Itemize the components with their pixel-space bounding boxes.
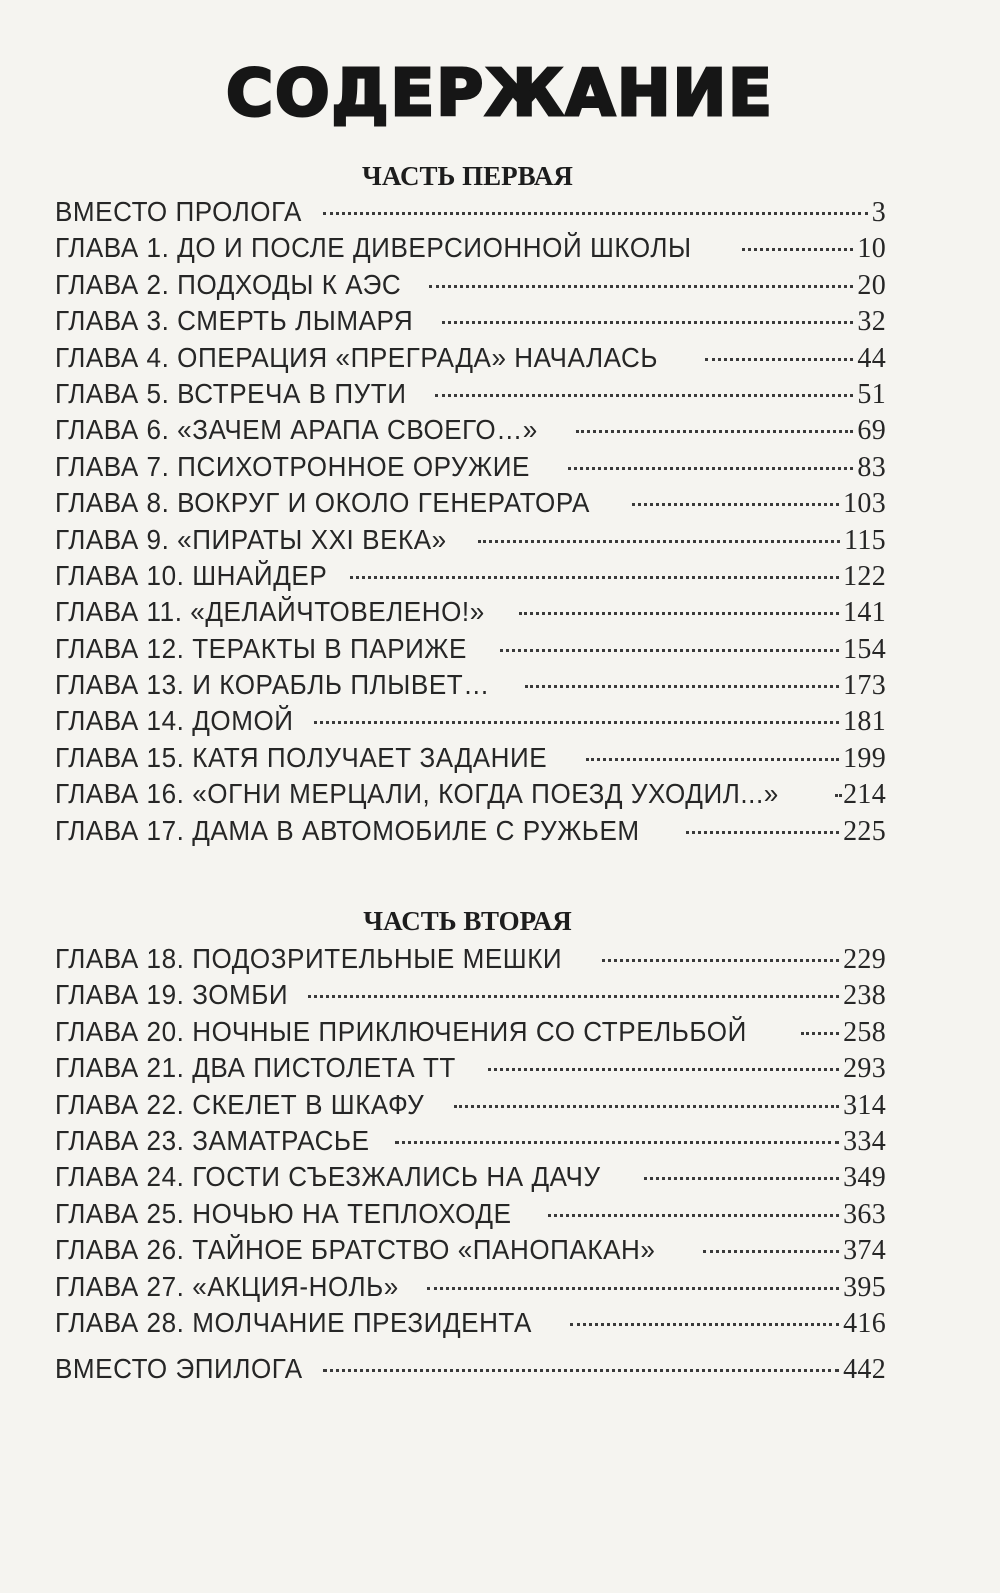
toc-entry-page-number: 395 (843, 1271, 886, 1303)
dot-leader (576, 430, 853, 433)
page-title: СОДЕРЖАНИЕ (226, 57, 774, 131)
toc-entry-page-number: 32 (857, 306, 886, 338)
toc-entry-page-number: 238 (843, 980, 886, 1012)
toc-entry (0, 451, 1000, 487)
dot-leader (427, 1287, 839, 1290)
toc-entry-page-number: 214 (843, 779, 886, 811)
dot-leader (548, 1214, 839, 1217)
toc-entry-title: ГЛАВА 21. ДВА ПИСТОЛЕТА ТТ (55, 1052, 456, 1084)
dot-leader (478, 540, 840, 543)
toc-entry-title: ВМЕСТО ЭПИЛОГА (55, 1353, 303, 1385)
toc-entry-page-number: 363 (843, 1198, 886, 1230)
toc-entry (0, 705, 1000, 741)
toc-entry-title: ГЛАВА 12. ТЕРАКТЫ В ПАРИЖЕ (55, 632, 467, 664)
toc-entry-page-number: 314 (843, 1089, 886, 1121)
toc-entry (0, 815, 1000, 851)
dot-leader (442, 321, 853, 324)
toc-entry-page-number: 293 (843, 1053, 886, 1085)
toc-entry-page-number: 334 (843, 1125, 886, 1157)
toc-entry (0, 596, 1000, 632)
part-one-heading: ЧАСТЬ ПЕРВАЯ (362, 161, 573, 191)
dot-leader (801, 1032, 839, 1035)
toc-entry-title: ГЛАВА 18. ПОДОЗРИТЕЛЬНЫЕ МЕШКИ (55, 943, 563, 974)
dot-leader (568, 467, 854, 470)
dot-leader (525, 685, 840, 688)
toc-entry-title: ГЛАВА 11. «ДЕЛАЙЧТОВЕЛЕНО!» (55, 596, 485, 628)
toc-entry-title: ГЛАВА 28. МОЛЧАНИЕ ПРЕЗИДЕНТА (55, 1306, 532, 1338)
dot-leader (686, 831, 839, 834)
toc-entry-title: ГЛАВА 27. «АКЦИЯ-НОЛЬ» (55, 1270, 399, 1302)
toc-entry-title: ГЛАВА 8. ВОКРУГ И ОКОЛО ГЕНЕРАТОРА (55, 487, 590, 519)
toc-entry-title: ГЛАВА 25. НОЧЬЮ НА ТЕПЛОХОДЕ (55, 1197, 512, 1229)
part-one-toc (0, 196, 1000, 851)
toc-entry (0, 1052, 1000, 1088)
dot-leader (435, 394, 853, 397)
toc-entry (0, 524, 1000, 560)
toc-entry (0, 742, 1000, 778)
dot-leader (835, 794, 839, 797)
toc-entry-title: ГЛАВА 6. «ЗАЧЕМ АРАПА СВОЕГО…» (55, 414, 538, 446)
toc-entry (0, 560, 1000, 596)
dot-leader (308, 995, 839, 998)
part-two-heading: ЧАСТЬ ВТОРАЯ (363, 906, 572, 936)
toc-entry-title: ГЛАВА 7. ПСИХОТРОННОЕ ОРУЖИЕ (55, 450, 530, 482)
toc-entry-page-number: 349 (843, 1162, 886, 1194)
toc-entry (0, 979, 1000, 1015)
toc-entry-page-number: 115 (844, 524, 886, 556)
toc-entry (0, 1353, 1000, 1389)
toc-entry-page-number: 199 (843, 742, 886, 774)
toc-entry-title: ГЛАВА 15. КАТЯ ПОЛУЧАЕТ ЗАДАНИЕ (55, 741, 548, 773)
toc-entry-title: ГЛАВА 24. ГОСТИ СЪЕЗЖАЛИСЬ НА ДАЧУ (55, 1161, 601, 1193)
toc-entry-page-number: 44 (857, 342, 886, 374)
toc-entry-title: ГЛАВА 3. СМЕРТЬ ЛЫМАРЯ (55, 305, 414, 337)
toc-entry-page-number: 374 (843, 1235, 886, 1267)
toc-entry-title: ГЛАВА 10. ШНАЙДЕР (55, 559, 328, 591)
toc-entry (0, 414, 1000, 450)
toc-entry-title: ГЛАВА 14. ДОМОЙ (55, 705, 294, 737)
toc-entry-title: ГЛАВА 16. «ОГНИ МЕРЦАЛИ, КОГДА ПОЕЗД УХОДИЛ...» (55, 778, 779, 810)
toc-entry-title: ГЛАВА 20. НОЧНЫЕ ПРИКЛЮЧЕНИЯ СО СТРЕЛЬБОЙ (55, 1015, 747, 1047)
toc-entry-page-number: 258 (843, 1016, 886, 1048)
toc-entry-title: ГЛАВА 9. «ПИРАТЫ XXI ВЕКА» (55, 523, 447, 555)
dot-leader (742, 248, 854, 251)
toc-entry-page-number: 83 (857, 451, 886, 483)
dot-leader (488, 1068, 839, 1071)
toc-entry-title: ГЛАВА 5. ВСТРЕЧА В ПУТИ (55, 377, 407, 409)
dot-leader (454, 1105, 839, 1108)
dot-leader (395, 1141, 839, 1144)
toc-entry-page-number: 20 (857, 269, 886, 301)
toc-entry (0, 778, 1000, 814)
dot-leader (323, 212, 868, 215)
toc-entry (0, 1234, 1000, 1270)
dot-leader (586, 758, 839, 761)
toc-entry-title: ГЛАВА 26. ТАЙНОЕ БРАТСТВО «ПАНОПАКАН» (55, 1234, 656, 1266)
toc-entry-page-number: 103 (843, 488, 886, 520)
dot-leader (350, 576, 839, 579)
toc-entry-page-number: 225 (843, 815, 886, 847)
toc-entry-page-number: 229 (843, 944, 886, 975)
toc-entry-page-number: 154 (843, 633, 886, 665)
toc-entry-title: ВМЕСТО ПРОЛОГА (55, 196, 302, 227)
toc-entry-page-number: 122 (843, 560, 886, 592)
toc-entry-title: ГЛАВА 17. ДАМА В АВТОМОБИЛЕ С РУЖЬЕМ (55, 814, 640, 846)
dot-leader (602, 959, 839, 962)
toc-entry (0, 378, 1000, 414)
toc-entry (0, 943, 1000, 979)
toc-entry (0, 1271, 1000, 1307)
toc-entry (0, 1016, 1000, 1052)
toc-entry-title: ГЛАВА 13. И КОРАБЛЬ ПЛЫВЕТ… (55, 669, 490, 701)
toc-entry-page-number: 3 (871, 197, 886, 228)
toc-entry (0, 1307, 1000, 1343)
toc-entry-title: ГЛАВА 2. ПОДХОДЫ К АЭС (55, 268, 402, 300)
toc-entry-page-number: 141 (843, 597, 886, 629)
dot-leader (519, 612, 839, 615)
dot-leader (314, 721, 840, 724)
toc-entry-page-number: 416 (843, 1307, 886, 1339)
dot-leader (323, 1369, 839, 1372)
toc-entry (0, 669, 1000, 705)
dot-leader (644, 1177, 839, 1180)
toc-entry-page-number: 51 (857, 378, 886, 410)
toc-entry (0, 1125, 1000, 1161)
toc-entry (0, 342, 1000, 378)
dot-leader (632, 503, 839, 506)
toc-entry (0, 196, 1000, 232)
toc-entry-title: ГЛАВА 1. ДО И ПОСЛЕ ДИВЕРСИОННОЙ ШКОЛЫ (55, 232, 692, 264)
toc-entry (0, 305, 1000, 341)
toc-entry-title: ГЛАВА 4. ОПЕРАЦИЯ «ПРЕГРАДА» НАЧАЛАСЬ (55, 341, 658, 373)
toc-entry-title: ГЛАВА 23. ЗАМАТРАСЬЕ (55, 1124, 370, 1156)
part-two-toc (0, 943, 1000, 1390)
toc-entry (0, 487, 1000, 523)
dot-leader (703, 1250, 839, 1253)
dot-leader (705, 358, 853, 361)
toc-entry-page-number: 442 (843, 1354, 886, 1386)
toc-entry (0, 633, 1000, 669)
toc-entry-title: ГЛАВА 19. ЗОМБИ (55, 979, 289, 1011)
toc-entry (0, 1198, 1000, 1234)
toc-entry (0, 1089, 1000, 1125)
dot-leader (570, 1323, 839, 1326)
toc-entry-page-number: 181 (843, 706, 886, 738)
toc-entry-page-number: 173 (843, 670, 886, 702)
toc-entry-title: ГЛАВА 22. СКЕЛЕТ В ШКАФУ (55, 1088, 425, 1120)
toc-entry (0, 1161, 1000, 1197)
toc-entry-page-number: 10 (857, 233, 886, 265)
dot-leader (500, 649, 839, 652)
dot-leader (429, 285, 853, 288)
toc-entry-page-number: 69 (857, 415, 886, 447)
toc-entry (0, 269, 1000, 305)
toc-entry (0, 232, 1000, 268)
